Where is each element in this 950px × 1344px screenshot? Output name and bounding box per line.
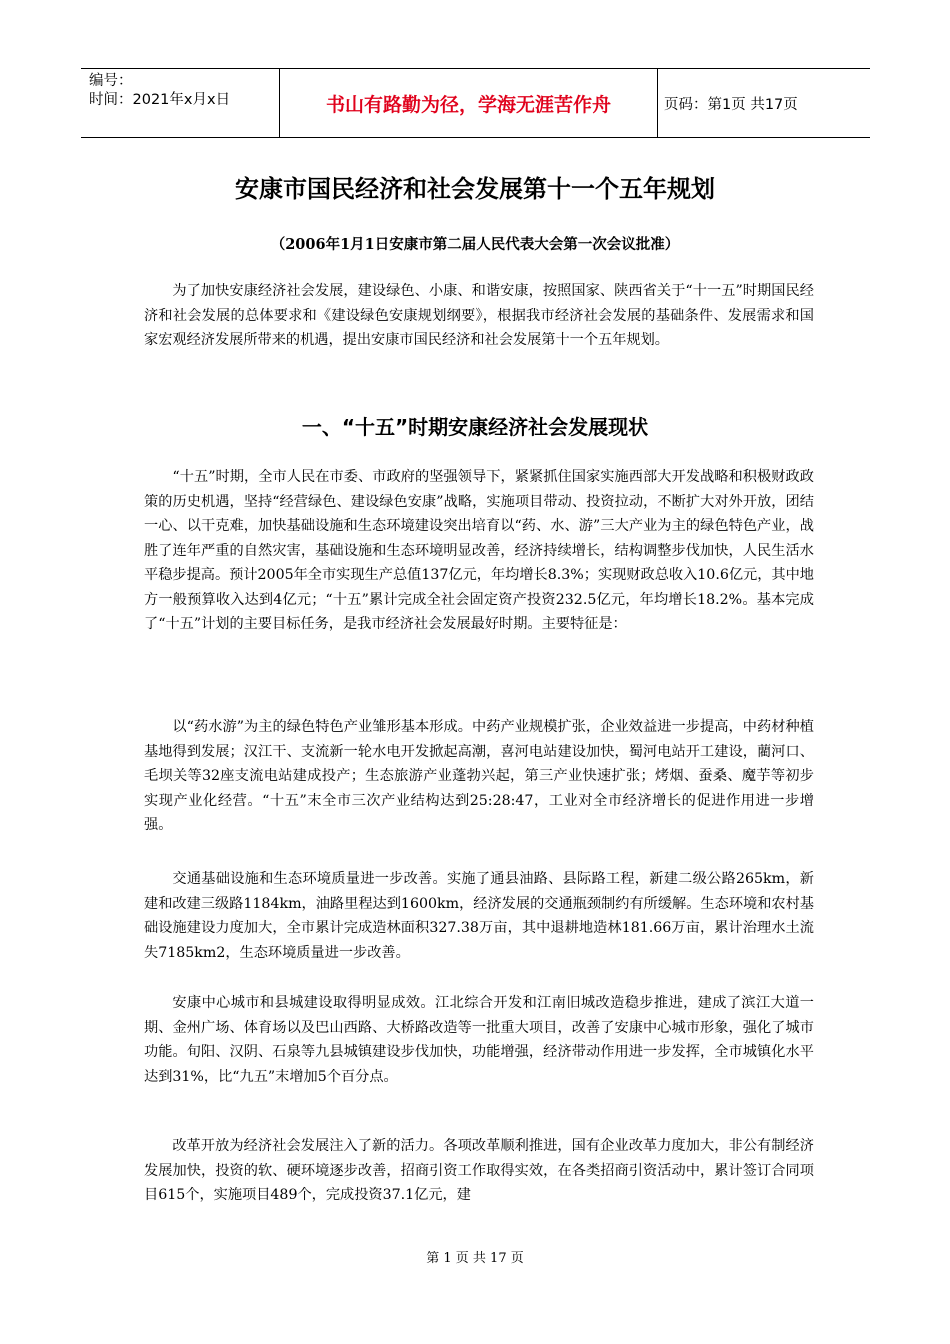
section-title: 一、“十五”时期安康经济社会发展现状 (301, 415, 649, 439)
document-time-label: 时间：2021年x月x日 (89, 92, 231, 108)
body-paragraph: 改革开放为经济社会发展注入了新的活力。各项改革顺利推进，国有企业改革力度加大，非公有制经济发展加快，投资的软、硬环境逐步改善，招商引资工作取得实效，在各类招商引资活动中，累计签订合同项目615个，实施项目489个，完成投资37.1亿元，建 (144, 1138, 814, 1203)
document-number-label: 编号： (89, 73, 133, 89)
header-table (81, 68, 870, 138)
header-left-cell (81, 69, 280, 137)
document-subtitle: （2006年1月1日安康市第二届人民代表大会第一次会议批准） (270, 236, 680, 253)
body-paragraph: 以“药水游”为主的绿色特色产业雏形基本形成。中药产业规模扩张，企业效益进一步提高，中药材种植基地得到发展；汉江干、支流新一轮水电开发掀起高潮，喜河电站建设加快，蜀河电站开工建设，藺河口、毛坝关等32座支流电站建成投产；生态旅游产业蓬勃兴起，第三产业快速扩张；烤烟、蚕桑、魔芋等初步实现产业化经营。“十五”末全市三次产业结构达到25:28:47，工业对全市经济增长的促进作用进一步增强。 (144, 719, 814, 833)
body-paragraph: 交通基础设施和生态环境质量进一步改善。实施了通县油路、县际路工程，新建二级公路265km，新建和改建三级路1184km，油路里程达到1600km，经济发展的交通瓶颈制约有所缓解。生态环境和农村基础设施建设力度加大，全市累计完成造林面积327.38万亩，其中退耕地造林181.66万亩，累计治理水土流失7185km2，生态环境质量进一步改善。 (144, 871, 814, 961)
body-paragraph: “十五”时期，全市人民在市委、市政府的坚强领导下，紧紧抓住国家实施西部大开发战略和积极财政政策的历史机遇，坚持“经营绿色、建设绿色安康”战略，实施项目带动、投资拉动，不断扩大对外开放，团结一心、以干克难，加快基础设施和生态环境建设突出培育以“药、水、游”三大产业为主的绿色特色产业，战胜了连年严重的自然灾害，基础设施和生态环境明显改善，经济持续增长，结构调整步伐加快，人民生活水平稳步提高。预计2005年全市实现生产总值137亿元，年均增长8.3%；实现财政总收入10.6亿元，其中地方一般预算收入达到4亿元；“十五”累计完成全社会固定资产投资232.5亿元，年均增长18.2%。基本完成了“十五”计划的主要目标任务，是我市经济社会发展最好时期。主要特征是： (144, 469, 814, 632)
page-footer: 第 1 页 共 17 页 (426, 1251, 524, 1266)
body-paragraph: 安康中心城市和县城建设取得明显成效。江北综合开发和江南旧城改造稳步推进，建成了滨江大道一期、金州广场、体育场以及巴山西路、大桥路改造等一批重大项目，改善了安康中心城市形象，强化了城市功能。旬阳、汉阴、石泉等九县城镇建设步伐加快，功能增强，经济带动作用进一步发挥，全市城镇化水平达到31%，比“九五”末增加5个百分点。 (144, 995, 814, 1085)
document-title: 安康市国民经济和社会发展第十一个五年规划 (235, 175, 715, 203)
header-page-info: 页码：第1页 共17页 (664, 96, 798, 113)
intro-paragraph: 为了加快安康经济社会发展，建设绿色、小康、和谐安康，按照国家、陕西省关于“十一五”时期国民经济和社会发展的总体要求和《建设绿色安康规划纲要》，根据我市经济社会发展的基础条件、发展需求和国家宏观经济发展所带来的机遇，提出安康市国民经济和社会发展第十一个五年规划。 (144, 283, 814, 348)
header-motto: 书山有路勤为径，学海无涯苦作舟 (280, 69, 658, 137)
